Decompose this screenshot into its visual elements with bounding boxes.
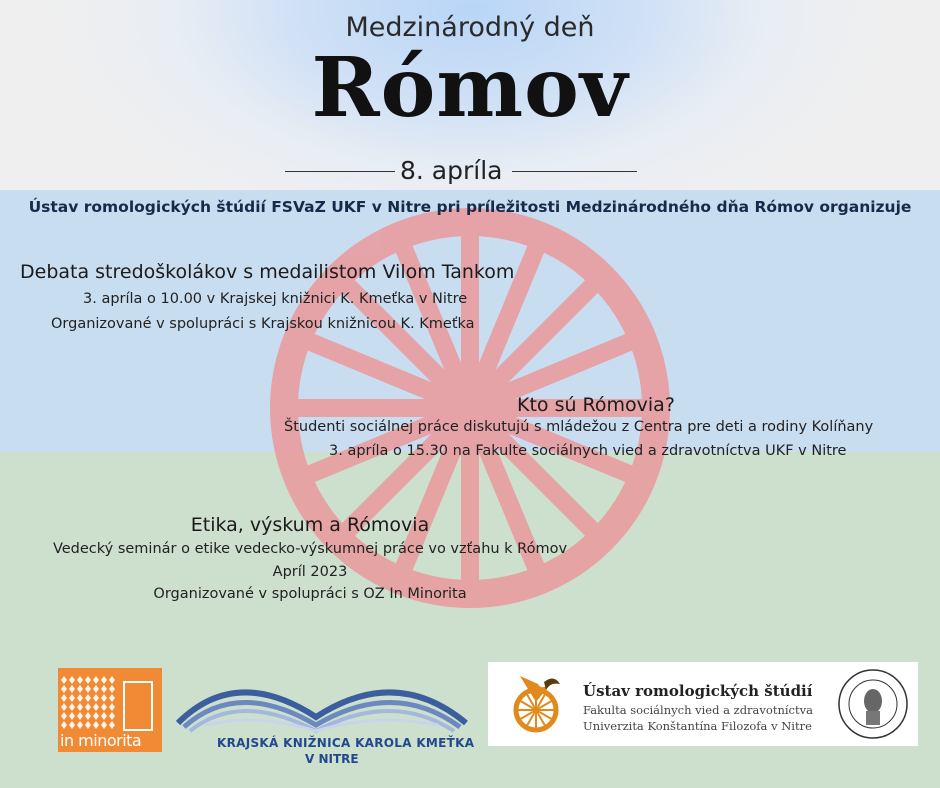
university-seal-icon [836, 667, 910, 741]
minorita-diamond [85, 721, 91, 729]
event-2-line-2: 3. apríla o 15.30 na Fakulte sociálnych vied a zdravotníctva UKF v Nitre [329, 443, 847, 459]
event-date: 8. apríla [400, 156, 503, 185]
minorita-diamond [93, 703, 99, 711]
minorita-diamond [101, 685, 107, 693]
organizer-line: Ústav romologických štúdií FSVaZ UKF v Nitre pri príležitosti Medzinárodného dňa Rómov organizuje [28, 198, 912, 216]
minorita-diamond [85, 694, 91, 702]
minorita-diamond [61, 694, 67, 702]
date-divider-right [512, 171, 637, 172]
event-1-line-2: Organizované v spolupráci s Krajskou knižnicou K. Kmeťka [51, 316, 475, 332]
page-title: Rómov [311, 40, 629, 136]
minorita-diamond [77, 685, 83, 693]
minorita-diamond [77, 703, 83, 711]
minorita-diamond [93, 721, 99, 729]
minorita-diamond [109, 703, 115, 711]
minorita-diamond [69, 685, 75, 693]
event-2-title: Kto sú Rómovia? [517, 394, 675, 416]
minorita-diamond [77, 721, 83, 729]
minorita-diamond [77, 676, 83, 684]
minorita-diamond [109, 721, 115, 729]
kniznica-book-icon [176, 665, 476, 765]
date-divider-left [285, 171, 395, 172]
event-1-title: Debata stredoškolákov s medailistom Vilom Tankom [20, 261, 515, 283]
minorita-diamond [93, 676, 99, 684]
minorita-diamond [69, 712, 75, 720]
event-3-title: Etika, výskum a Rómovia [190, 514, 430, 536]
minorita-diamond [93, 685, 99, 693]
minorita-diamond [101, 712, 107, 720]
event-2-line-1: Študenti sociálnej práce diskutujú s mládežou z Centra pre deti a rodiny Kolíňany [284, 419, 874, 435]
minorita-diamond [69, 694, 75, 702]
minorita-diamond [61, 685, 67, 693]
minorita-diamond [101, 721, 107, 729]
minorita-diamond [85, 703, 91, 711]
ustav-faculty: Fakulta sociálnych vied a zdravotníctva [583, 703, 813, 717]
minorita-diamond [85, 712, 91, 720]
minorita-diamond [77, 712, 83, 720]
event-3-line-1: Vedecký seminár o etike vedecko-výskumnej práce vo vzťahu k Rómov [52, 541, 568, 557]
minorita-diamond [85, 676, 91, 684]
wheel-hub [426, 364, 514, 452]
event-3-line-2: Apríl 2023 [272, 564, 348, 580]
minorita-diamond [93, 694, 99, 702]
kniznica-name-line2: V NITRE [305, 752, 359, 766]
minorita-diamond [85, 685, 91, 693]
minorita-diamond [109, 694, 115, 702]
minorita-label: in minorita [60, 731, 142, 750]
minorita-diamond [101, 676, 107, 684]
minorita-diamond [61, 712, 67, 720]
minorita-diamond [101, 694, 107, 702]
ustav-university: Univerzita Konštantína Filozofa v Nitre [583, 719, 812, 733]
minorita-diamond [61, 676, 67, 684]
minorita-diamond [109, 676, 115, 684]
ustav-name: Ústav romologických štúdií [583, 682, 813, 700]
kniznica-name-line1: KRAJSKÁ KNIŽNICA KAROLA KMEŤKA [217, 736, 475, 750]
minorita-diamond [69, 703, 75, 711]
minorita-diamond [101, 703, 107, 711]
minorita-diamond [61, 721, 67, 729]
minorita-diamond [69, 676, 75, 684]
event-3-line-3: Organizované v spolupráci s OZ In Minorita [153, 586, 467, 602]
minorita-diamond [109, 712, 115, 720]
event-subtitle: Medzinárodný deň [345, 12, 595, 43]
minorita-diamond [77, 694, 83, 702]
in-minorita-logo [58, 668, 162, 752]
ustav-wheel-icon [498, 662, 578, 746]
event-1-line-1: 3. apríla o 10.00 v Krajskej knižnici K. Kmeťka v Nitre [83, 291, 468, 307]
minorita-diamond [61, 703, 67, 711]
minorita-diamond [109, 685, 115, 693]
minorita-diamond [69, 721, 75, 729]
minorita-diamond [93, 712, 99, 720]
